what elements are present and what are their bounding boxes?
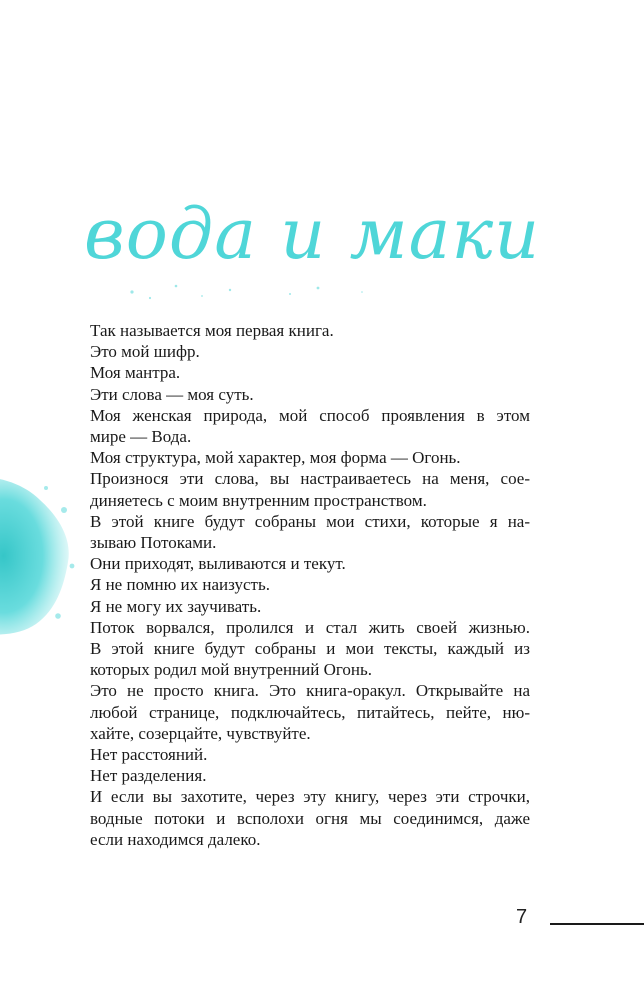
chapter-title xyxy=(80,180,541,310)
page-number: 7 xyxy=(516,906,528,928)
text-line: В этой книге будут собраны и мои тексты, каждый из xyxy=(90,639,530,659)
text-line: Поток ворвался, пролился и стал жить своей жизнью. xyxy=(90,617,530,637)
text-line: Нет расстояний. xyxy=(90,745,208,765)
text-line: мире — Вода. xyxy=(90,427,192,447)
text-line: Это мой шифр. xyxy=(90,342,200,362)
text-line: Моя женская природа, мой способ проявления в этом xyxy=(90,405,530,425)
text-line: Произнося эти слова, вы настраиваетесь на меня, сое- xyxy=(90,469,530,489)
text-line: Я не помню их наизусть. xyxy=(90,575,270,595)
text-line: зываю Потоками. xyxy=(90,533,217,553)
text-line: Они приходят, выливаются и текут. xyxy=(90,554,346,574)
text-line: Эти слова — моя суть. xyxy=(90,384,254,404)
chapter-title-text: вода и маки xyxy=(84,193,541,275)
text-line: Я не могу их заучивать. xyxy=(90,596,262,616)
text-line: хайте, созерцайте, чувствуйте. xyxy=(90,723,311,743)
text-line: Моя мантра. xyxy=(90,363,181,383)
text-line: Моя структура, мой характер, моя форма — Огонь. xyxy=(90,448,461,468)
text-line: В этой книге будут собраны мои стихи, которые я на- xyxy=(90,511,530,531)
text-line: Так называется моя первая книга. xyxy=(90,321,334,340)
text-line: Нет разделения. xyxy=(90,766,207,786)
text-line: И если вы захотите, через эту книгу, через эти строчки, xyxy=(90,787,530,807)
body-text xyxy=(90,320,530,850)
watercolor-splash xyxy=(0,470,80,640)
text-line: диняетесь с моим внутренним пространством. xyxy=(90,490,427,510)
page-number-rule xyxy=(550,923,644,925)
text-line: которых родил мой внутренний Огонь. xyxy=(90,660,373,680)
text-line: Это не просто книга. Это книга-оракул. Открывайте на xyxy=(90,681,530,701)
text-line: любой странице, подключайтесь, питайтесь, пейте, ню- xyxy=(90,702,530,722)
text-line: если находимся далеко. xyxy=(90,829,261,849)
title-splatter xyxy=(130,285,362,299)
chapter-title-art xyxy=(80,180,541,310)
text-line: водные потоки и всполохи огня мы соединимся, даже xyxy=(90,808,530,828)
